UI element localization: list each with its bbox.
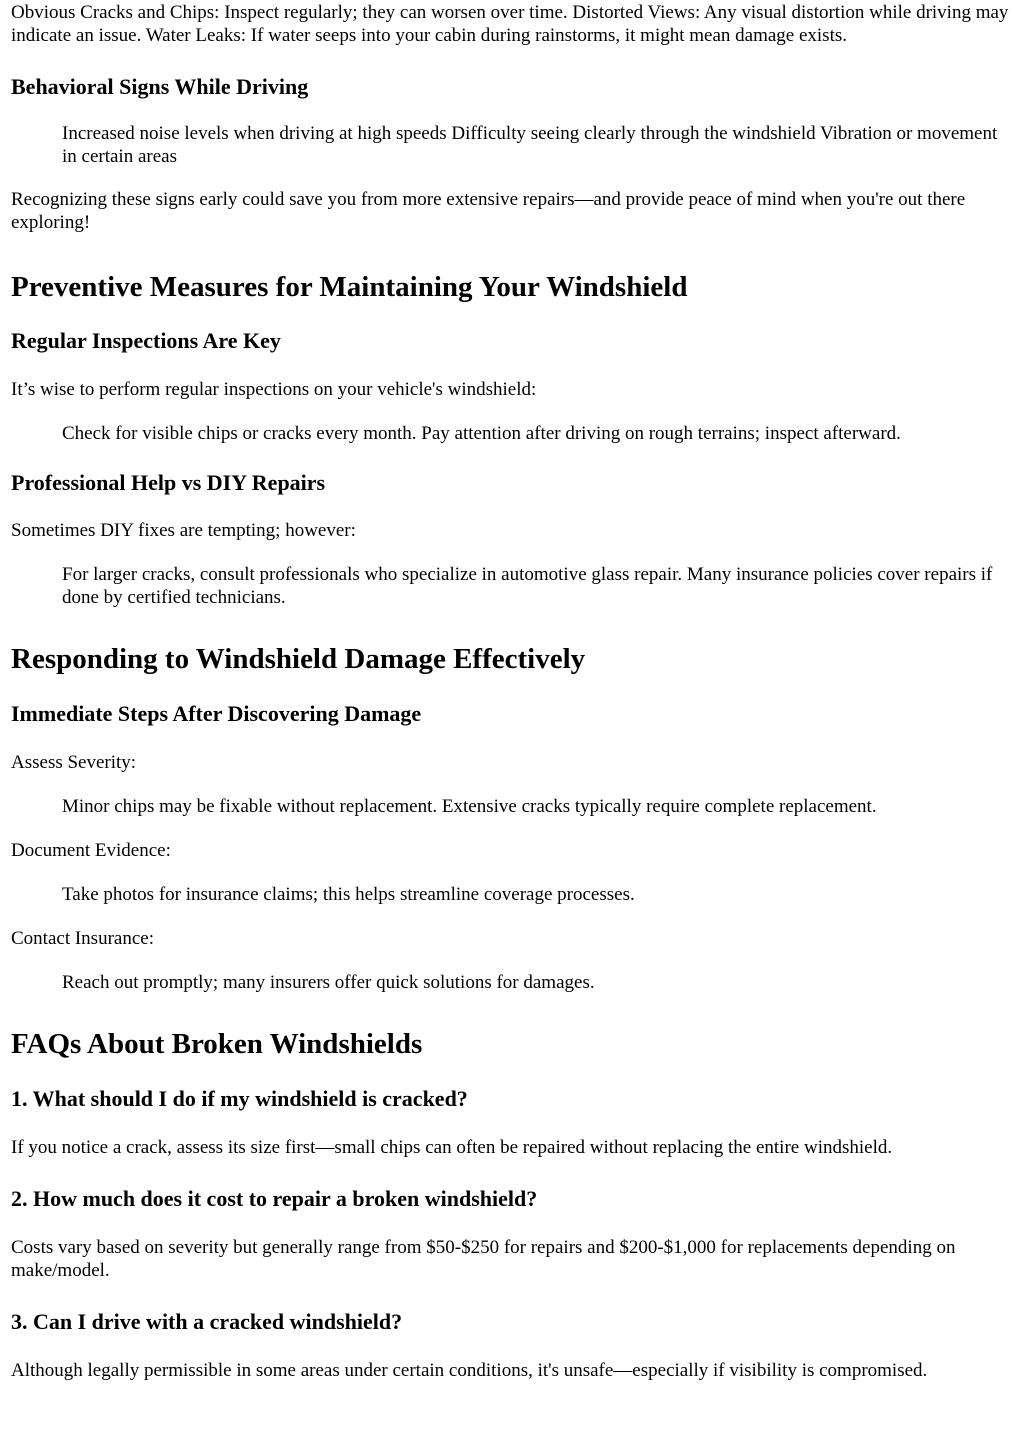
step-quote: Reach out promptly; many insurers offer quick solutions for damages. [62,972,595,993]
regular-inspections-heading: Regular Inspections Are Key [11,328,281,353]
step-label: Document Evidence: [11,840,171,861]
step-label: Contact Insurance: [11,928,154,949]
immediate-steps-heading: Immediate Steps After Discovering Damage [11,701,422,726]
faq-answer: If you notice a crack, assess its size first—small chips can often be repaired without replacing the entire windshield. [11,1137,893,1158]
behavioral-signs-heading: Behavioral Signs While Driving [11,74,309,99]
responding-heading: Responding to Windshield Damage Effectively [11,643,586,675]
step-quote: Minor chips may be fixable without replacement. Extensive cracks typically require complete replacement. [62,796,877,817]
faq-answer: Costs vary based on severity but generally range from $50-$250 for repairs and $200-$1,000 for replacements depending on make/model. [11,1237,956,1281]
faqs-heading: FAQs About Broken Windshields [11,1028,423,1060]
professional-help-text: Sometimes DIY fixes are tempting; however: [11,520,356,541]
behavioral-signs-quote: Increased noise levels when driving at high speeds Difficulty seeing clearly through the windshield Vibration or movement in certain areas [62,123,998,167]
preventive-measures-heading: Preventive Measures for Maintaining Your Windshield [11,271,688,303]
regular-inspections-text: It’s wise to perform regular inspections on your vehicle's windshield: [11,379,537,400]
article [0,1,1024,1382]
behavioral-closing-paragraph: Recognizing these signs early could save you from more extensive repairs—and provide peace of mind when you're out there exploring! [11,189,966,233]
faq-question: 1. What should I do if my windshield is cracked? [11,1086,468,1111]
step-label: Assess Severity: [11,752,137,773]
faq-question: 2. How much does it cost to repair a broken windshield? [11,1186,538,1211]
step-quote: Take photos for insurance claims; this helps streamline coverage processes. [62,884,635,905]
professional-help-heading: Professional Help vs DIY Repairs [11,470,326,495]
faq-question: 3. Can I drive with a cracked windshield? [11,1309,403,1334]
professional-help-quote: For larger cracks, consult professionals who specialize in automotive glass repair. Many insurance policies cover repairs if done by certified technicians. [62,564,993,608]
regular-inspections-quote: Check for visible chips or cracks every month. Pay attention after driving on rough terrains; inspect afterward. [62,423,901,444]
intro-paragraph: Obvious Cracks and Chips: Inspect regularly; they can worsen over time. Distorted Views: Any visual distortion while driving may indicate an issue. Water Leaks: If water seeps into your cabin during rainstorms, it might mean damage exists. [11,2,1009,46]
faq-answer: Although legally permissible in some areas under certain conditions, it's unsafe—especially if visibility is compromised. [11,1360,928,1381]
